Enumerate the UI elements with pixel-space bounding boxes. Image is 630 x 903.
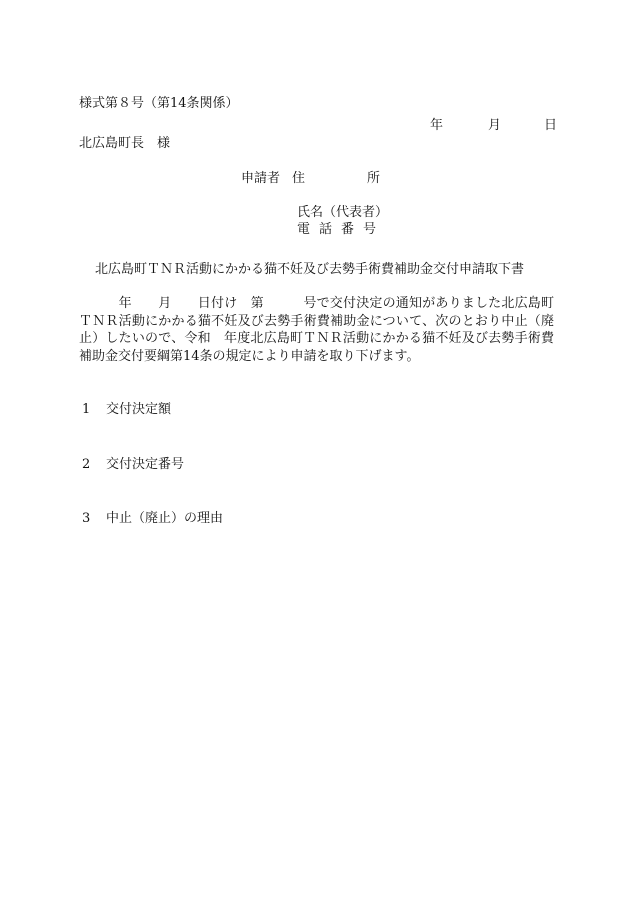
applicant-address-row (241, 171, 442, 187)
item-label: 交付決定番号 (106, 457, 185, 472)
phone-label: 電話番号 (297, 222, 386, 237)
item-number: 3 (82, 511, 91, 526)
document-body: 年 月 日付け 第 号で交付決定の通知がありました北広島町ＴＮＲ活動にかかる猫不妊及び去勢手術費補助金について、次のとおり中止（廃止）したいので、令和 年度北広島町ＴＮＲ活動にかかる猫不妊及び去勢手術費補助金交付要綱第14条の規定により申請を取り下げます。 (79, 296, 554, 364)
item-number: 2 (82, 457, 91, 472)
item-label: 中止（廃止）の理由 (106, 511, 224, 526)
date-day-label: 日 (544, 118, 558, 133)
addressee: 北広島町長 様 (79, 136, 171, 151)
item-cancel-reason (82, 511, 223, 527)
name-label: 氏名（代表者） (297, 205, 389, 220)
item-number: 1 (82, 402, 91, 417)
applicant-label: 申請者 (241, 171, 281, 186)
form-number: 様式第８号（第14条関係） (79, 96, 239, 111)
date-month-label: 月 (488, 118, 502, 133)
item-decision-number (82, 457, 184, 473)
address-label: 住所 (292, 171, 443, 186)
document-title: 北広島町ＴＮＲ活動にかかる猫不妊及び去勢手術費補助金交付申請取下書 (95, 262, 525, 277)
date-line (430, 118, 557, 134)
date-year-label: 年 (430, 118, 444, 133)
item-label: 交付決定額 (106, 402, 172, 417)
item-decision-amount (82, 402, 171, 418)
